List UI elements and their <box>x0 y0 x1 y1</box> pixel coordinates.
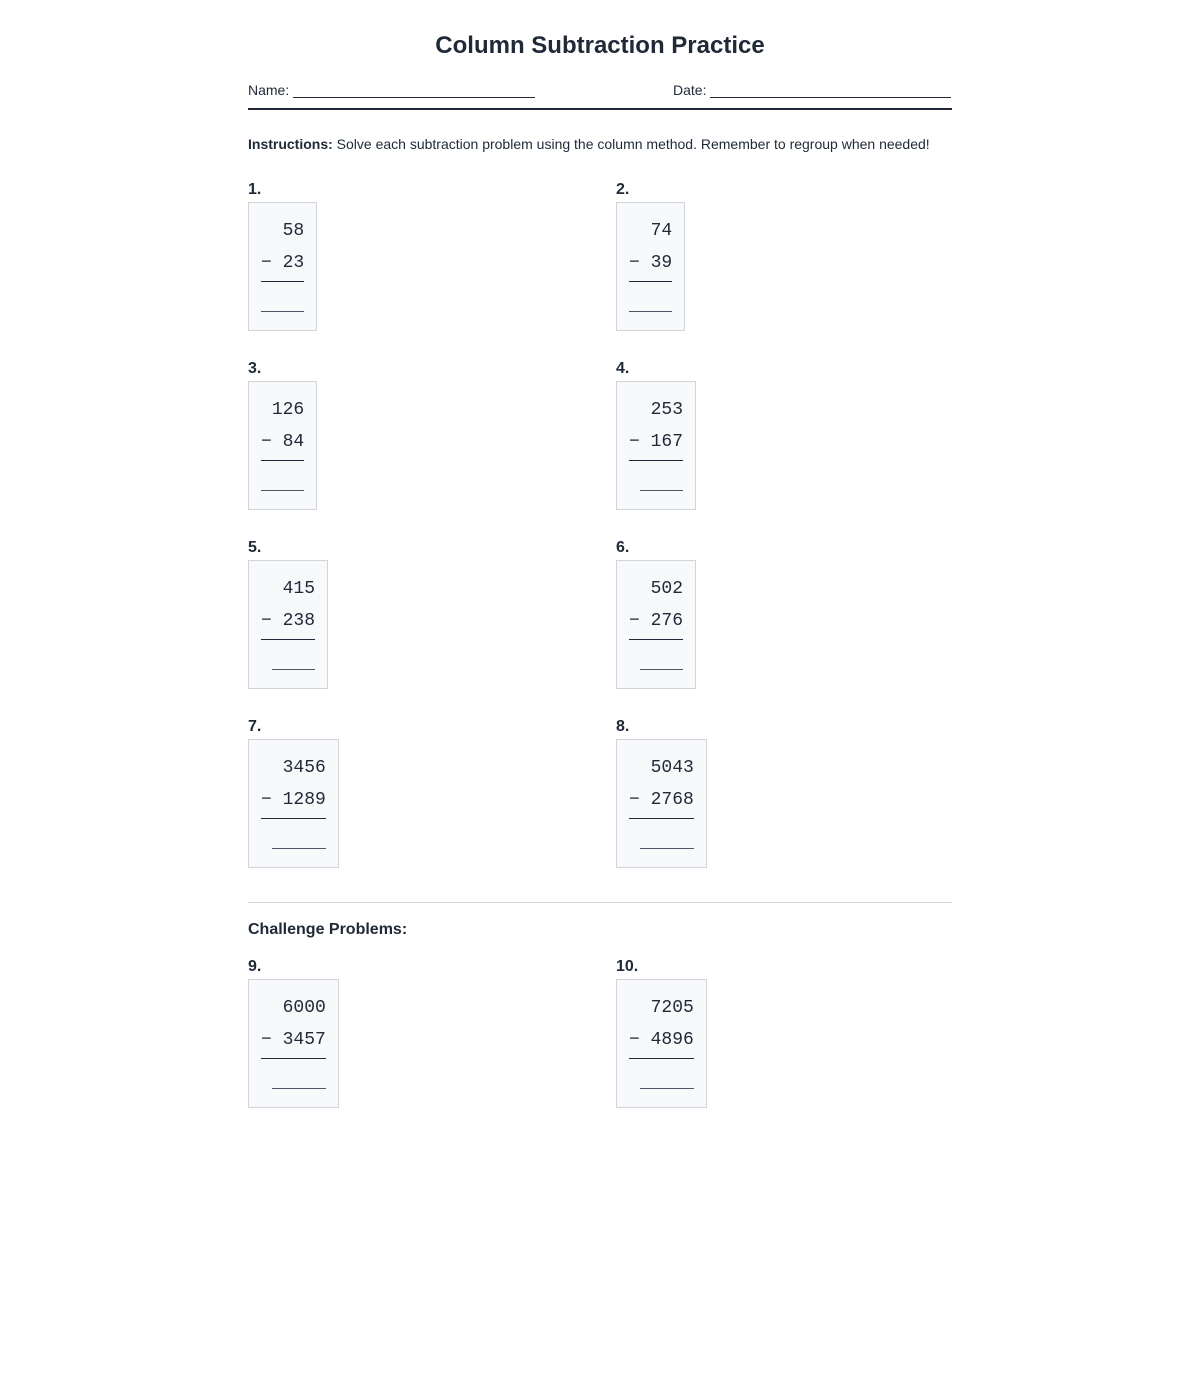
date-blank-line[interactable] <box>710 83 951 98</box>
problem-box <box>248 202 317 331</box>
name-field <box>248 82 535 98</box>
minuend: 74 <box>650 221 673 241</box>
date-label: Date: <box>673 82 707 98</box>
page-title: Column Subtraction Practice <box>435 32 765 59</box>
instructions-text: Solve each subtraction problem using the column method. Remember to regroup when needed! <box>332 136 930 152</box>
problem-7 <box>248 718 326 810</box>
answer-blank[interactable] <box>629 640 683 670</box>
problem-number: 2. <box>616 181 630 198</box>
problem-number: 9. <box>248 958 262 975</box>
minuend: 415 <box>282 579 316 599</box>
name-blank-line[interactable] <box>293 83 535 98</box>
problem-1 <box>248 181 305 273</box>
section-divider <box>248 902 952 903</box>
answer-blank[interactable] <box>261 640 315 670</box>
minuend: 6000 <box>282 998 326 1018</box>
subtrahend: − 2768 <box>629 784 694 819</box>
problem-box <box>248 560 328 689</box>
minuend: 253 <box>650 400 684 420</box>
problem-10 <box>616 958 694 1050</box>
problem-number: 5. <box>248 539 262 556</box>
problem-box <box>248 739 339 868</box>
minuend: 502 <box>650 579 684 599</box>
minuend: 5043 <box>650 758 694 778</box>
problem-box <box>616 560 696 689</box>
subtrahend: − 39 <box>629 247 672 282</box>
challenge-heading: Challenge Problems: <box>248 921 408 938</box>
answer-blank[interactable] <box>261 819 326 849</box>
answer-blank[interactable] <box>629 1059 694 1089</box>
subtrahend: − 167 <box>629 426 683 461</box>
subtrahend: − 3457 <box>261 1024 326 1059</box>
subtrahend: − 276 <box>629 605 683 640</box>
minuend: 3456 <box>282 758 326 778</box>
problem-3 <box>248 360 305 452</box>
answer-blank[interactable] <box>261 1059 326 1089</box>
problem-number: 8. <box>616 718 630 735</box>
problem-number: 10. <box>616 958 639 975</box>
problem-number: 3. <box>248 360 262 377</box>
answer-blank[interactable] <box>629 819 694 849</box>
answer-blank[interactable] <box>261 282 304 312</box>
answer-blank[interactable] <box>261 461 304 491</box>
date-field <box>673 82 951 98</box>
subtrahend: − 84 <box>261 426 304 461</box>
answer-blank[interactable] <box>629 461 683 491</box>
subtrahend: − 23 <box>261 247 304 282</box>
subtrahend: − 1289 <box>261 784 326 819</box>
problem-number: 6. <box>616 539 630 556</box>
problem-box <box>616 381 696 510</box>
problem-4 <box>616 360 684 452</box>
minuend: 7205 <box>650 998 694 1018</box>
header-fields <box>248 80 952 110</box>
problem-box <box>616 979 707 1108</box>
problem-box <box>248 979 339 1108</box>
answer-blank[interactable] <box>629 282 672 312</box>
minuend: 126 <box>271 400 305 420</box>
subtrahend: − 238 <box>261 605 315 640</box>
problem-number: 7. <box>248 718 262 735</box>
problem-box <box>248 381 317 510</box>
instructions <box>248 136 952 152</box>
problem-2 <box>616 181 673 273</box>
problem-6 <box>616 539 684 631</box>
problem-box <box>616 739 707 868</box>
problem-number: 4. <box>616 360 630 377</box>
problem-box <box>616 202 685 331</box>
problem-number: 1. <box>248 181 262 198</box>
name-label: Name: <box>248 82 290 98</box>
problem-8 <box>616 718 694 810</box>
instructions-lead: Instructions: <box>248 136 333 152</box>
minuend: 58 <box>282 221 305 241</box>
problem-9 <box>248 958 326 1050</box>
problem-5 <box>248 539 316 631</box>
subtrahend: − 4896 <box>629 1024 694 1059</box>
